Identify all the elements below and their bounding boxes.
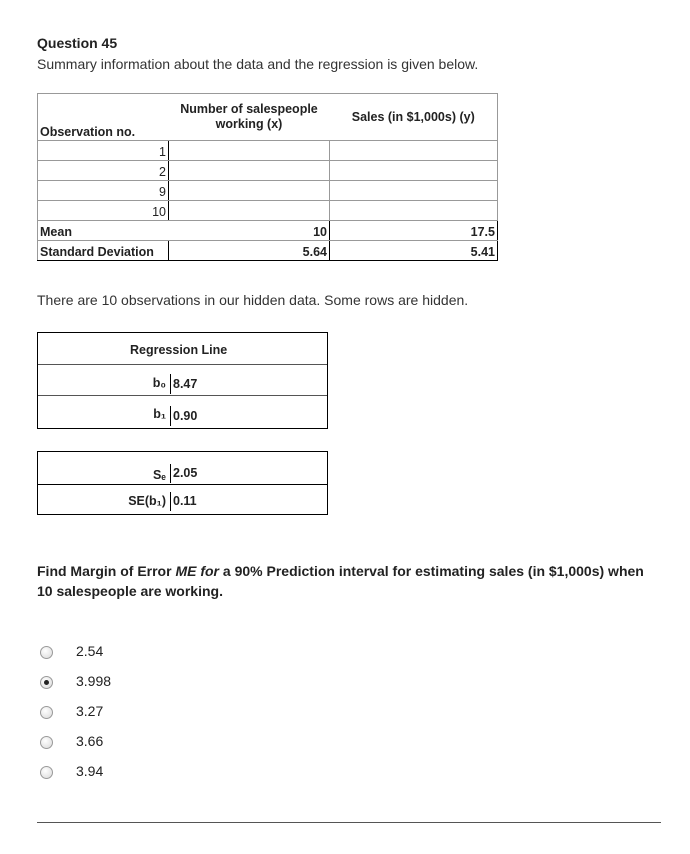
header-y: Sales (in $1,000s) (y) bbox=[330, 94, 498, 141]
table-cell-y bbox=[330, 161, 498, 181]
prompt-text-start: Find Margin of Error bbox=[37, 563, 176, 579]
mean-label: Mean bbox=[38, 221, 169, 241]
prompt-emphasis: ME for bbox=[175, 563, 220, 579]
table-cell-x bbox=[169, 141, 330, 161]
mean-y: 17.5 bbox=[330, 221, 498, 241]
header-observation: Observation no. bbox=[38, 94, 169, 141]
prompt-text-end: a 90% Prediction interval for estimating sales (in $1,000s) when 10 salespeople are working. bbox=[37, 563, 644, 599]
seb1-value: 0.11 bbox=[170, 492, 197, 511]
regression-line-box bbox=[37, 332, 328, 429]
radio-button[interactable] bbox=[40, 766, 53, 779]
se-value: 2.05 bbox=[170, 464, 197, 483]
option-label[interactable]: 3.998 bbox=[76, 673, 112, 689]
se-label: Sₑ bbox=[152, 468, 166, 482]
sd-y: 5.41 bbox=[330, 241, 498, 261]
data-table bbox=[37, 93, 498, 261]
question-prompt bbox=[37, 561, 657, 601]
table-cell-x bbox=[169, 201, 330, 221]
standard-error-box bbox=[37, 451, 328, 515]
radio-button[interactable] bbox=[40, 706, 53, 719]
mean-x: 10 bbox=[169, 221, 330, 241]
seb1-label: SE(b₁) bbox=[128, 494, 166, 508]
option-label[interactable]: 3.66 bbox=[76, 733, 104, 749]
header-x: Number of salespeople working (x) bbox=[169, 94, 330, 141]
table-row-obs: 9 bbox=[38, 181, 169, 201]
table-row-obs: 2 bbox=[38, 161, 169, 181]
b1-value: 0.90 bbox=[170, 406, 197, 426]
table-cell-x bbox=[169, 181, 330, 201]
table-cell-y bbox=[330, 201, 498, 221]
radio-button[interactable] bbox=[40, 646, 53, 659]
question-summary: Summary information about the data and the regression is given below. bbox=[37, 56, 479, 72]
table-cell-y bbox=[330, 141, 498, 161]
sd-label: Standard Deviation bbox=[38, 241, 169, 261]
option-label[interactable]: 3.27 bbox=[76, 703, 104, 719]
sd-x: 5.64 bbox=[169, 241, 330, 261]
radio-button-selected[interactable] bbox=[40, 676, 53, 689]
b0-label: b₀ bbox=[152, 376, 166, 390]
regression-title: Regression Line bbox=[130, 343, 228, 357]
option-label[interactable]: 2.54 bbox=[76, 643, 104, 659]
hidden-data-note: There are 10 observations in our hidden data. Some rows are hidden. bbox=[37, 292, 469, 308]
table-row-obs: 1 bbox=[38, 141, 169, 161]
b0-value: 8.47 bbox=[170, 374, 197, 394]
question-title: Question 45 bbox=[37, 35, 118, 51]
divider bbox=[37, 822, 661, 823]
b1-label: b₁ bbox=[153, 407, 166, 421]
table-cell-y bbox=[330, 181, 498, 201]
option-label[interactable]: 3.94 bbox=[76, 763, 104, 779]
table-row-obs: 10 bbox=[38, 201, 169, 221]
table-cell-x bbox=[169, 161, 330, 181]
radio-button[interactable] bbox=[40, 736, 53, 749]
